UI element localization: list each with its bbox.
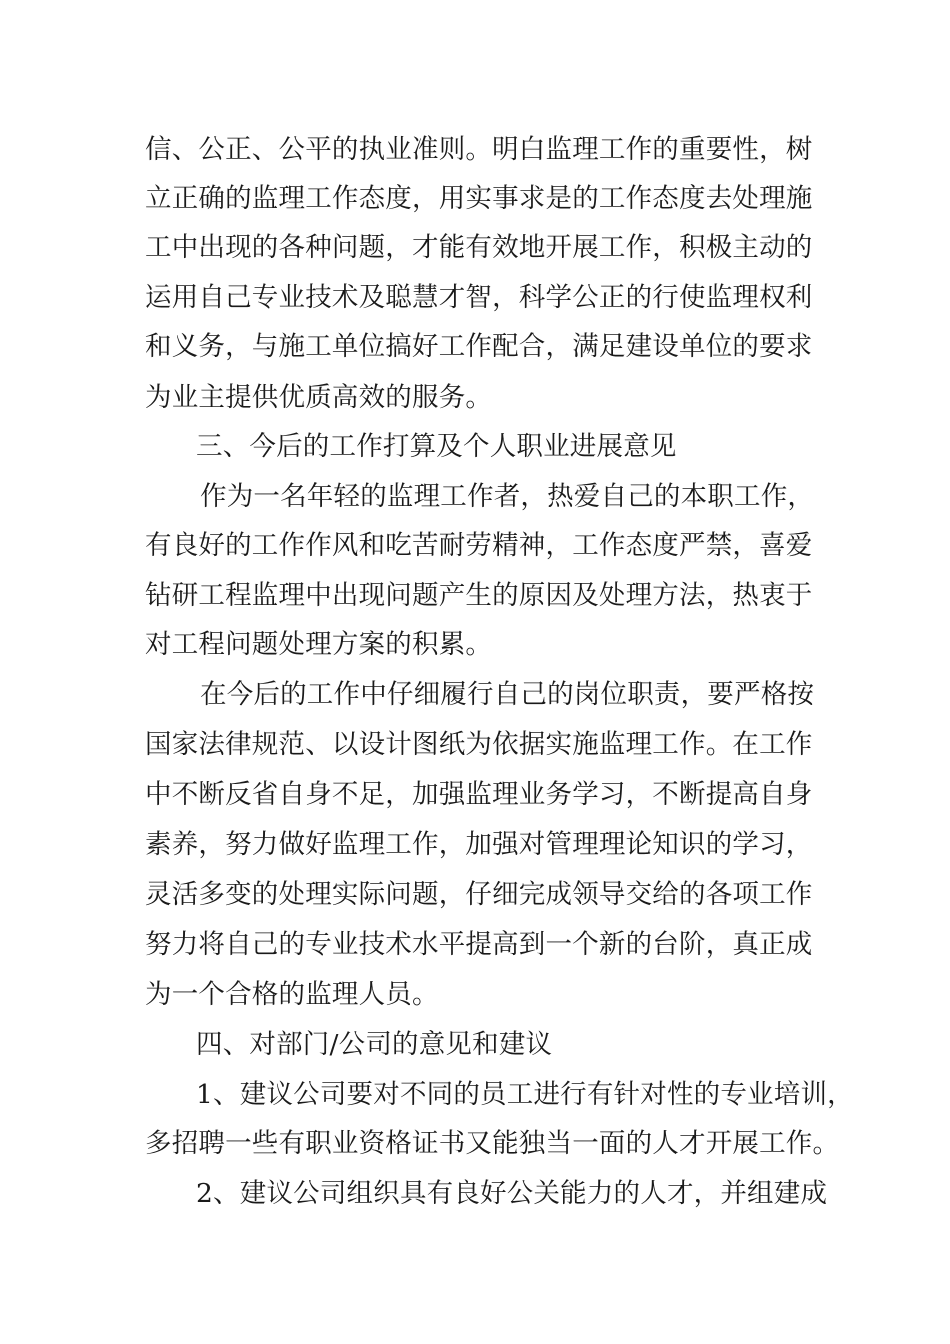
text-line: 素养，努力做好监理工作，加强对管理理论知识的学习， bbox=[145, 829, 813, 860]
paragraph-first-line: 1、建议公司要对不同的员工进行有针对性的专业培训， bbox=[196, 1079, 854, 1110]
text-line: 运用自己专业技术及聪慧才智，科学公正的行使监理权利 bbox=[145, 282, 813, 313]
text-line: 国家法律规范、以设计图纸为依据实施监理工作。在工作 bbox=[145, 729, 813, 760]
text-line: 工中出现的各种问题，才能有效地开展工作，积极主动的 bbox=[145, 232, 813, 263]
text-line: 对工程问题处理方案的积累。 bbox=[145, 629, 493, 660]
text-line: 有良好的工作作风和吃苦耐劳精神，工作态度严禁，喜爱 bbox=[145, 530, 813, 561]
paragraph-first-line: 在今后的工作中仔细履行自己的岗位职责，要严格按 bbox=[200, 679, 815, 710]
section-heading: 三、今后的工作打算及个人职业进展意见 bbox=[196, 431, 677, 462]
text-line: 钻研工程监理中出现问题产生的原因及处理方法，热衷于 bbox=[145, 580, 813, 611]
section-heading: 四、对部门/公司的意见和建议 bbox=[196, 1029, 553, 1060]
text-line: 立正确的监理工作态度，用实事求是的工作态度去处理施 bbox=[145, 183, 813, 214]
text-line: 和义务，与施工单位搞好工作配合，满足建设单位的要求 bbox=[145, 331, 813, 362]
text-line: 灵活多变的处理实际问题，仔细完成领导交给的各项工作 bbox=[145, 879, 813, 910]
text-line: 为一个合格的监理人员。 bbox=[145, 979, 439, 1010]
text-line: 为业主提供优质高效的服务。 bbox=[145, 382, 493, 413]
text-line: 努力将自己的专业技术水平提高到一个新的台阶，真正成 bbox=[145, 929, 813, 960]
paragraph-first-line: 2、建议公司组织具有良好公关能力的人才，并组建成 bbox=[196, 1178, 828, 1209]
paragraph-first-line: 作为一名年轻的监理工作者，热爱自己的本职工作， bbox=[200, 481, 815, 512]
text-line: 信、公正、公平的执业准则。明白监理工作的重要性，树 bbox=[145, 134, 813, 165]
text-line: 多招聘一些有职业资格证书又能独当一面的人才开展工作。 bbox=[145, 1128, 840, 1159]
text-line: 中不断反省自身不足，加强监理业务学习，不断提高自身 bbox=[145, 779, 813, 810]
